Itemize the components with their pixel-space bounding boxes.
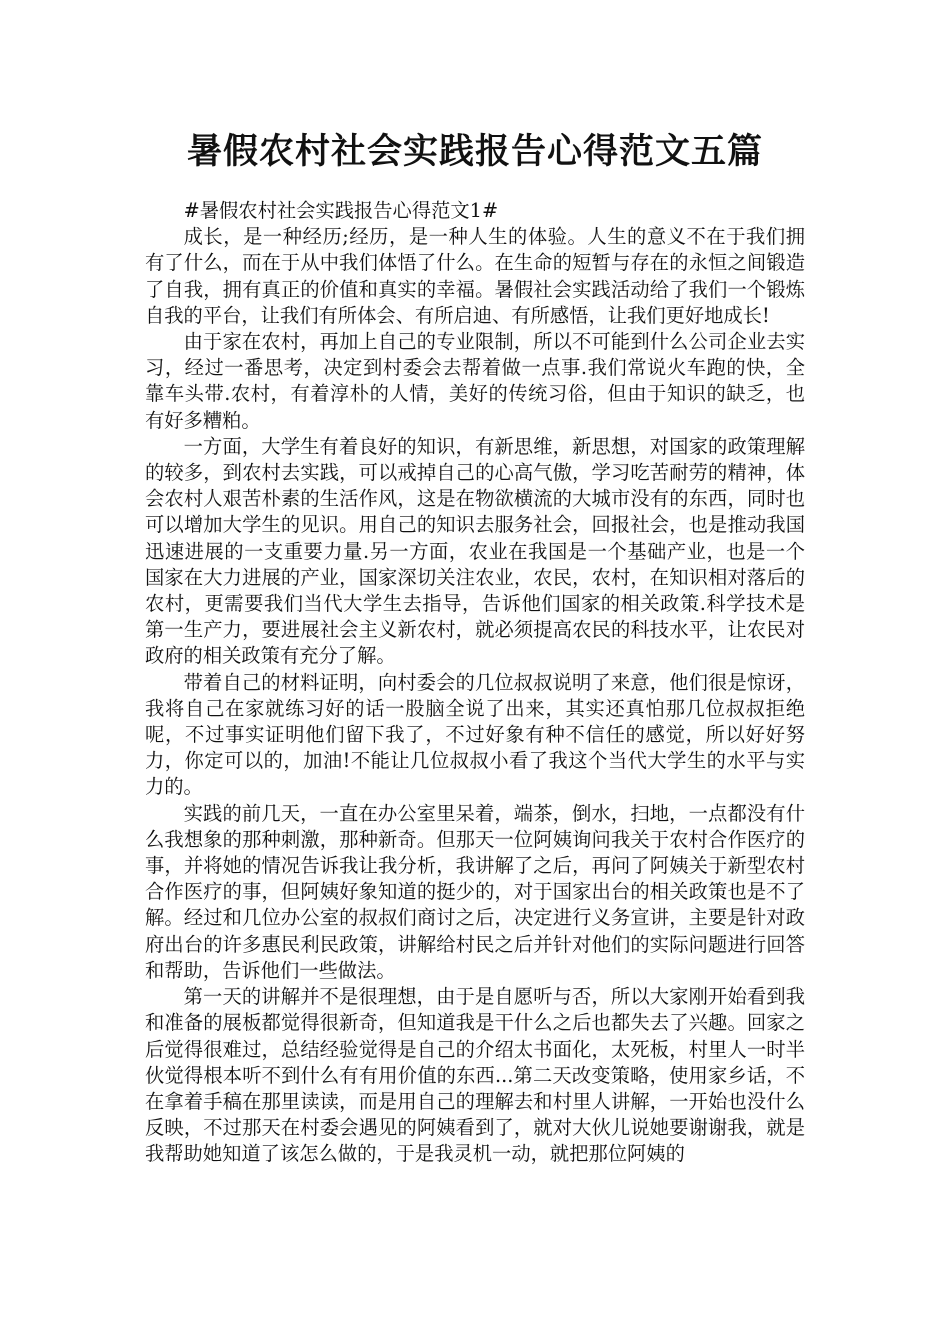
paragraph: 第一天的讲解并不是很理想，由于是自愿听与否，所以大家刚开始看到我和准备的展板都觉得很新奇，但知道我是干什么之后也都失去了兴趣。回家之后觉得很难过，总结经验觉得是自己的介绍太书面化，太死板，村里人一时半伙觉得根本听不到什么有有用价值的东西...第二天改变策略，使用家乡话，不在拿着手稿在那里读读，而是用自己的理解去和村里人讲解，一开始也没什么反映，不过那天在村委会遇见的阿姨看到了，就对大伙儿说她要谢谢我，就是我帮助她知道了该怎么做的，于是我灵机一动，就把那位阿姨的 [145,985,805,1166]
paragraph: 成长，是一种经历;经历，是一种人生的体验。人生的意义不在于我们拥有了什么，而在于从中我们体悟了什么。在生命的短暂与存在的永恒之间锻造了自我，拥有真正的价值和真实的幸福。暑假社会实践活动给了我们一个锻炼自我的平台，让我们有所体会、有所启迪、有所感悟，让我们更好地成长! [145,225,805,327]
paragraph: 带着自己的材料证明，向村委会的几位叔叔说明了来意，他们很是惊讶，我将自己在家就练习好的话一股脑全说了出来，其实还真怕那几位叔叔拒绝呢，不过事实证明他们留下我了，不过好象有种不信任的感觉，所以好好努力，你定可以的，加油!不能让几位叔叔小看了我这个当代大学生的水平与实力的。 [145,670,805,799]
paragraph: 由于家在农村，再加上自己的专业限制，所以不可能到什么公司企业去实习，经过一番思考，决定到村委会去帮着做一点事.我们常说火车跑的快，全靠车头带.农村，有着淳朴的人情，美好的传统习俗，但由于知识的缺乏，也有好多糟粕。 [145,330,805,432]
section-heading: #暑假农村社会实践报告心得范文1# [183,199,499,222]
document-body [145,198,805,1168]
paragraph: 一方面，大学生有着良好的知识，有新思维，新思想，对国家的政策理解的较多，到农村去实践，可以戒掉自己的心高气傲，学习吃苦耐劳的精神，体会农村人艰苦朴素的生活作风，这是在物欲横流的大城市没有的东西，同时也可以增加大学生的见识。用自己的知识去服务社会，回报社会，也是推动我国迅速进展的一支重要力量.另一方面，农业在我国是一个基础产业，也是一个国家在大力进展的产业，国家深切关注农业，农民，农村，在知识相对落后的农村，更需要我们当代大学生去指导，告诉他们国家的相关政策.科学技术是第一生产力，要进展社会主义新农村，就必须提高农民的科技水平，让农民对政府的相关政策有充分了解。 [145,434,805,668]
document-title: 暑假农村社会实践报告心得范文五篇 [186,132,763,172]
paragraph: 实践的前几天，一直在办公室里呆着，端茶，倒水，扫地，一点都没有什么我想象的那种刺激，那种新奇。但那天一位阿姨询问我关于农村合作医疗的事，并将她的情况告诉我让我分析，我讲解了之后，再问了阿姨关于新型农村合作医疗的事，但阿姨好象知道的挺少的，对于国家出台的相关政策也是不了解。经过和几位办公室的叔叔们商讨之后，决定进行义务宣讲，主要是针对政府出台的许多惠民利民政策，讲解给村民之后并针对他们的实际问题进行回答和帮助，告诉他们一些做法。 [145,801,805,982]
